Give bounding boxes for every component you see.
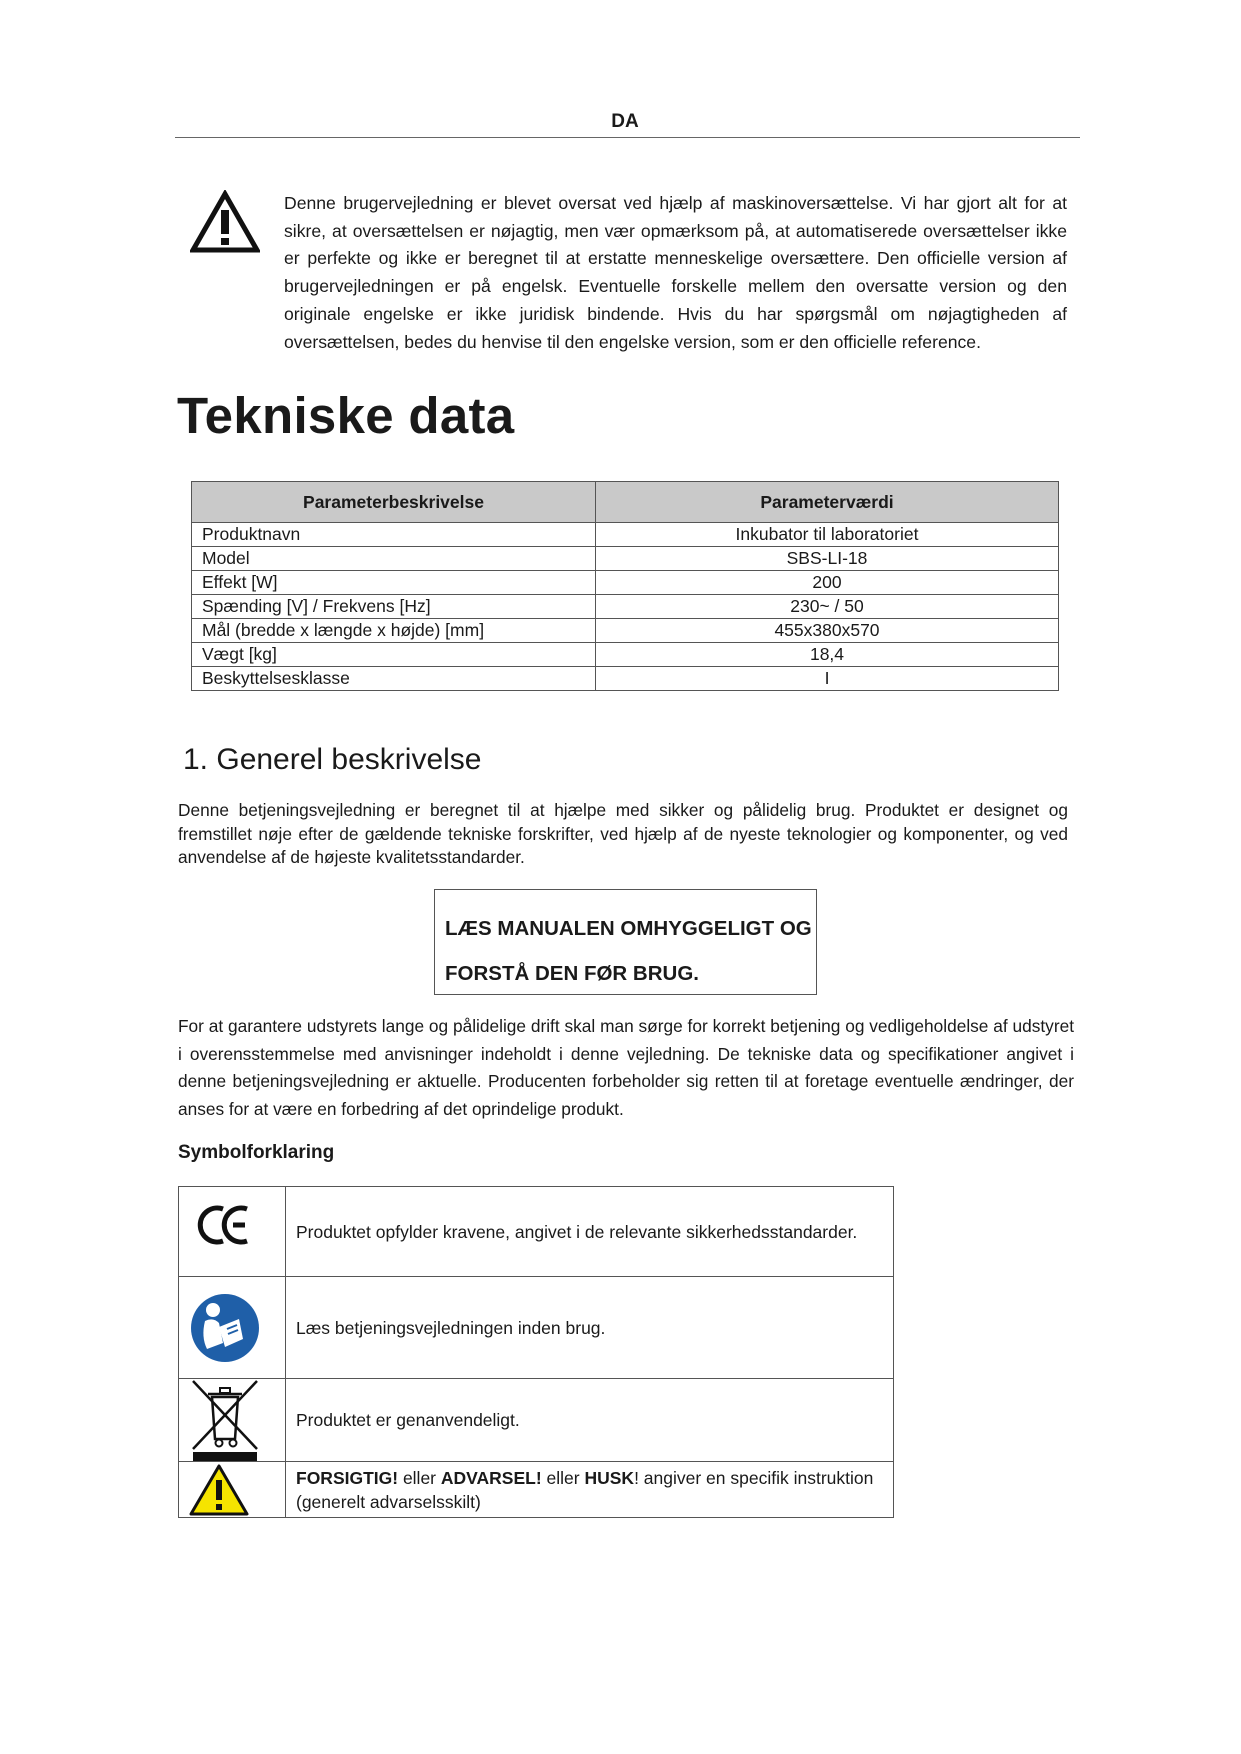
technical-data-table <box>191 481 1059 691</box>
param-value: SBS-LI-18 <box>596 547 1059 571</box>
table-row <box>179 1187 894 1277</box>
warning-symbol-cell <box>179 1462 286 1518</box>
translation-notice: Denne brugervejledning er blevet oversat ved hjælp af maskinoversættelse. Vi har gjort alt for at sikre, at oversættelsen er nøjagtig, men vær opmærksom på, at automatiserede oversættelser ikke er perfekte og ikke er beregnet til at erstatte menneskelige oversættere. Den officielle version af brugervejledningen er på engelsk. Eventuelle forskelle mellem den oversatte version og den originale engelske er ikke juridisk bindende. Hvis du har spørgsmål om nøjagtigheden af oversættelsen, bedes du henvise til den engelske version, som er den officielle reference. <box>284 193 1067 352</box>
table-row <box>179 1277 894 1379</box>
warning-word: ADVARSEL! <box>440 1467 542 1488</box>
warning-explanation: ! angiver en specifik instruktion (generelt advarselsskilt) <box>296 1467 874 1512</box>
callout-line: LÆS MANUALEN OMHYGGELIGT OG <box>445 917 812 940</box>
manual-symbol-cell <box>179 1277 286 1379</box>
table-header-row <box>192 482 1059 523</box>
param-value: 18,4 <box>596 643 1059 667</box>
read-manual-icon <box>179 1277 285 1378</box>
section-heading: 1. Generel beskrivelse <box>183 743 482 776</box>
crossed-bin-icon <box>179 1379 285 1461</box>
table-row <box>179 1462 894 1518</box>
column-header: Parameterværdi <box>596 482 1059 523</box>
param-value: Inkubator til laboratoriet <box>596 523 1059 547</box>
page-title: Tekniske data <box>177 387 515 444</box>
param-label: Vægt [kg] <box>192 643 596 667</box>
table-row <box>192 619 1059 643</box>
symbol-description: Læs betjeningsvejledningen inden brug. <box>286 1277 894 1379</box>
table-row <box>192 643 1059 667</box>
param-value: 455x380x570 <box>596 619 1059 643</box>
weee-symbol-cell <box>179 1379 286 1462</box>
symbol-description <box>286 1462 894 1518</box>
param-value: I <box>596 667 1059 691</box>
param-label: Mål (bredde x længde x højde) [mm] <box>192 619 596 643</box>
table-row <box>192 523 1059 547</box>
ce-mark-icon <box>179 1187 285 1276</box>
column-header: Parameterbeskrivelse <box>192 482 596 523</box>
symbols-heading: Symbolforklaring <box>178 1142 335 1163</box>
remember-word: HUSK <box>584 1467 635 1488</box>
param-label: Produktnavn <box>192 523 596 547</box>
language-code: DA <box>611 111 639 132</box>
maintenance-paragraph: For at garantere udstyrets lange og pålidelige drift skal man sørge for korrekt betjening og vedligeholdelse af udstyret i overensstemmelse med anvisninger indeholdt i denne vejledning. De tekniske data og specifikationer angivet i denne betjeningsvejledning er aktuelle. Producenten forbeholder sig retten til at foretage eventuelle ændringer, der anses for at være en forbedring af det oprindelige produkt. <box>178 1016 1074 1119</box>
table-row <box>179 1379 894 1462</box>
param-label: Beskyttelsesklasse <box>192 667 596 691</box>
ce-mark-cell <box>179 1187 286 1277</box>
param-value: 230~ / 50 <box>596 595 1059 619</box>
table-row <box>192 667 1059 691</box>
symbol-description: Produktet er genanvendeligt. <box>286 1379 894 1462</box>
param-label: Spænding [V] / Frekvens [Hz] <box>192 595 596 619</box>
connector-text: eller <box>541 1467 585 1488</box>
symbol-legend-table <box>178 1186 894 1518</box>
intro-paragraph: Denne betjeningsvejledning er beregnet til at hjælpe med sikker og pålidelig brug. Produktet er designet og fremstillet nøje efter de gældende tekniske forskrifter, ved hjælp af de nyeste teknologier og komponenter, og ved anvendelse af de højeste kvalitetsstandarder. <box>178 800 1068 868</box>
connector-text: eller <box>398 1467 441 1488</box>
param-label: Effekt [W] <box>192 571 596 595</box>
table-row <box>192 571 1059 595</box>
table-row <box>192 595 1059 619</box>
param-label: Model <box>192 547 596 571</box>
read-manual-callout <box>434 889 817 995</box>
header-divider <box>175 137 1080 138</box>
symbol-description: Produktet opfylder kravene, angivet i de relevante sikkerhedsstandarder. <box>286 1187 894 1277</box>
table-row <box>192 547 1059 571</box>
warning-triangle-icon <box>190 190 260 254</box>
callout-line: FORSTÅ DEN FØR BRUG. <box>445 962 699 985</box>
caution-word: FORSIGTIG! <box>296 1467 399 1488</box>
param-value: 200 <box>596 571 1059 595</box>
yellow-warning-icon <box>179 1462 285 1517</box>
